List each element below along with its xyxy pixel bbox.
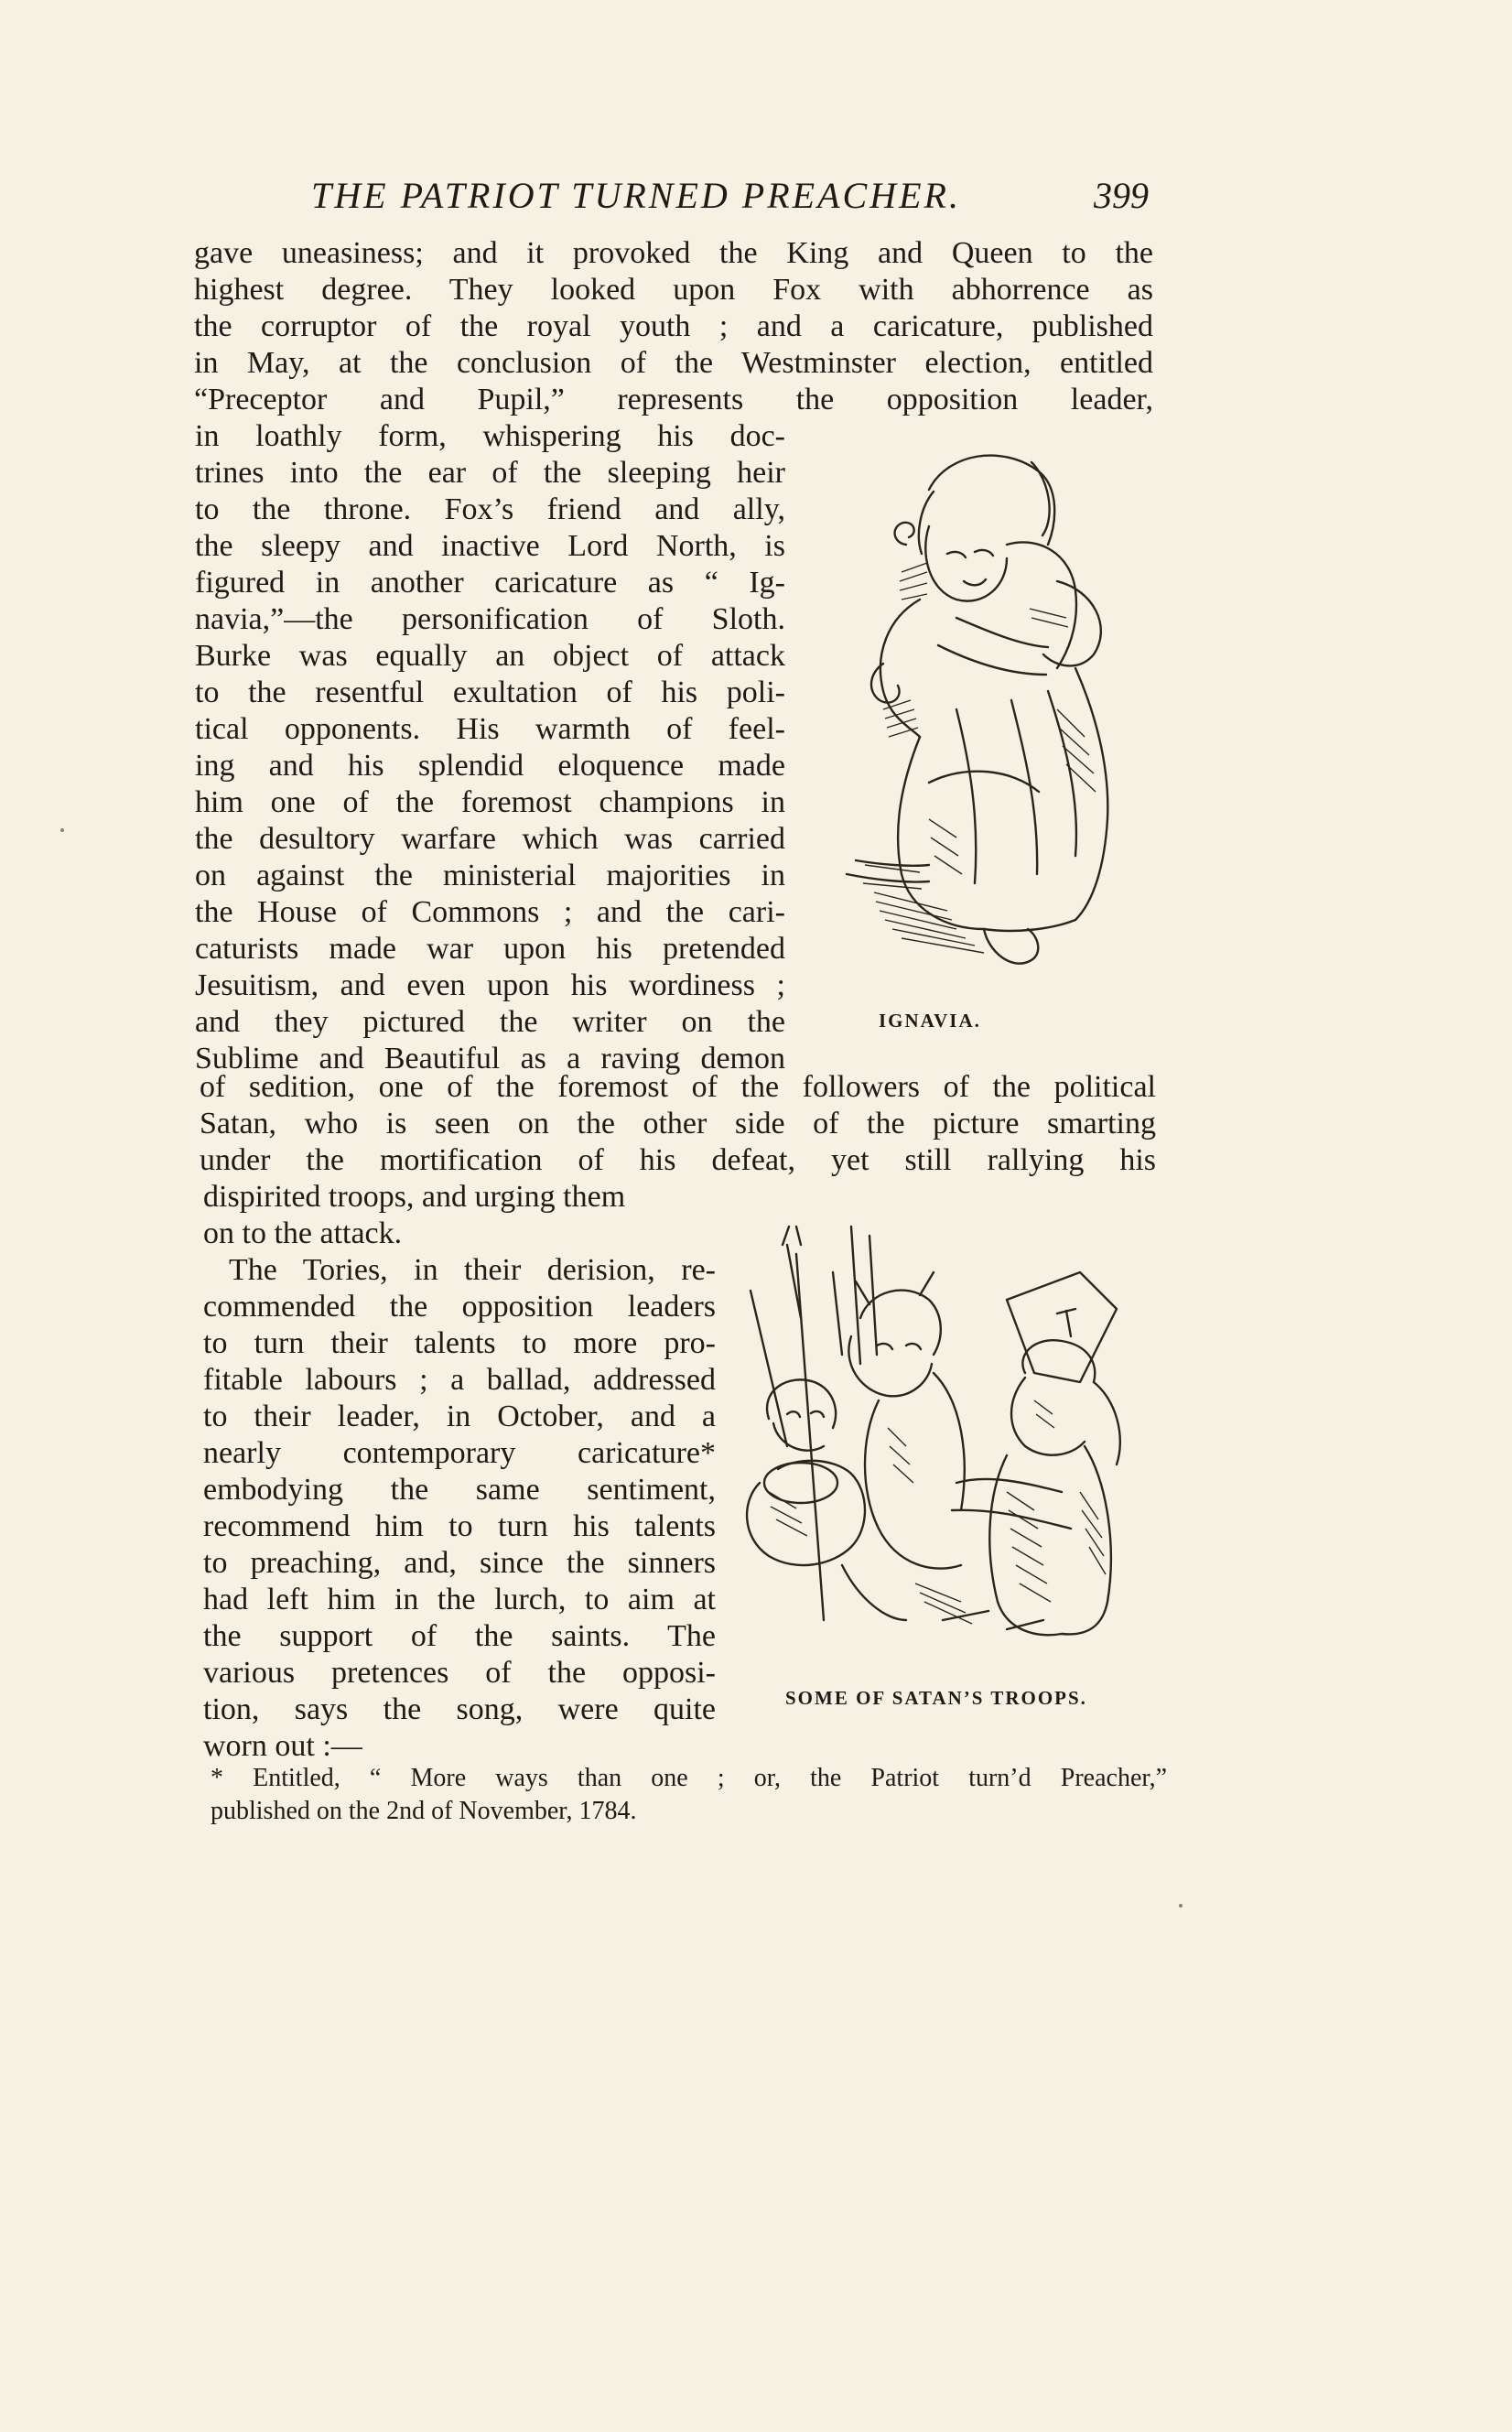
body-line: gave uneasiness; and it provoked the King and Queen to the — [194, 236, 1153, 270]
body-line: dispirited troops, and urging them — [203, 1180, 626, 1214]
body-line: figured in another caricature as “ Ig- — [195, 566, 785, 600]
page-number: 399 — [1094, 175, 1149, 216]
footnote-line: published on the 2nd of November, 1784. — [211, 1797, 637, 1825]
body-line: “Preceptor and Pupil,” represents the opposition leader, — [194, 383, 1153, 416]
body-line: to the resentful exultation of his poli- — [195, 676, 785, 709]
ignavia-caption: IGNAVIA. — [879, 1010, 981, 1032]
paper-speck — [60, 828, 64, 832]
body-line: in loathly form, whispering his doc- — [195, 419, 785, 453]
body-line: and they pictured the writer on the — [195, 1005, 785, 1039]
body-line: Jesuitism, and even upon his wordiness ; — [195, 968, 785, 1002]
body-line: had left him in the lurch, to aim at — [203, 1583, 716, 1616]
body-line: nearly contemporary caricature* — [203, 1436, 716, 1470]
body-line: the support of the saints. The — [203, 1619, 716, 1653]
satans-troops-caption: SOME OF SATAN’S TROOPS. — [785, 1687, 1087, 1709]
paper-speck — [1179, 1904, 1183, 1908]
body-line: embodying the same sentiment, — [203, 1473, 716, 1507]
body-line: the desultory warfare which was carried — [195, 822, 785, 856]
body-line: of sedition, one of the foremost of the followers of the political — [200, 1070, 1156, 1104]
body-line: Burke was equally an object of attack — [195, 639, 785, 673]
body-line: to their leader, in October, and a — [203, 1400, 716, 1433]
satans-troops-illustration — [732, 1217, 1162, 1657]
body-line: Sublime and Beautiful as a raving demon — [195, 1042, 785, 1075]
body-line: various pretences of the opposi- — [203, 1656, 716, 1690]
body-line: ing and his splendid eloquence made — [195, 749, 785, 783]
body-line: the House of Commons ; and the cari- — [195, 895, 785, 929]
running-title: THE PATRIOT TURNED PREACHER. — [311, 175, 961, 216]
body-line: The Tories, in their derision, re- — [229, 1253, 716, 1287]
body-line: the sleepy and inactive Lord North, is — [195, 529, 785, 563]
body-line: tion, says the song, were quite — [203, 1692, 716, 1726]
ignavia-illustration — [819, 435, 1153, 1002]
body-line: caturists made war upon his pretended — [195, 932, 785, 966]
footnote-line: * Entitled, “ More ways than one ; or, the Patriot turn’d Preacher,” — [211, 1764, 1167, 1792]
body-line: fitable labours ; a ballad, addressed — [203, 1363, 716, 1397]
body-line: the corruptor of the royal youth ; and a caricature, published — [194, 309, 1153, 343]
body-line: to the throne. Fox’s friend and ally, — [195, 492, 785, 526]
body-line: trines into the ear of the sleeping heir — [195, 456, 785, 490]
body-line: navia,”—the personification of Sloth. — [195, 602, 785, 636]
body-line: commended the opposition leaders — [203, 1290, 716, 1324]
body-line: on against the ministerial majorities in — [195, 859, 785, 892]
body-line: highest degree. They looked upon Fox with abhorrence as — [194, 273, 1153, 307]
body-line: tical opponents. His warmth of feel- — [195, 712, 785, 746]
body-line: worn out :— — [203, 1729, 362, 1763]
body-line: in May, at the conclusion of the Westminster election, entitled — [194, 346, 1153, 380]
body-line: recommend him to turn his talents — [203, 1509, 716, 1543]
body-line: Satan, who is seen on the other side of the picture smarting — [200, 1107, 1156, 1140]
body-line: on to the attack. — [203, 1216, 403, 1250]
body-line: to preaching, and, since the sinners — [203, 1546, 716, 1580]
body-line: under the mortification of his defeat, yet still rallying his — [200, 1143, 1156, 1177]
body-line: him one of the foremost champions in — [195, 785, 785, 819]
body-line: to turn their talents to more pro- — [203, 1326, 716, 1360]
